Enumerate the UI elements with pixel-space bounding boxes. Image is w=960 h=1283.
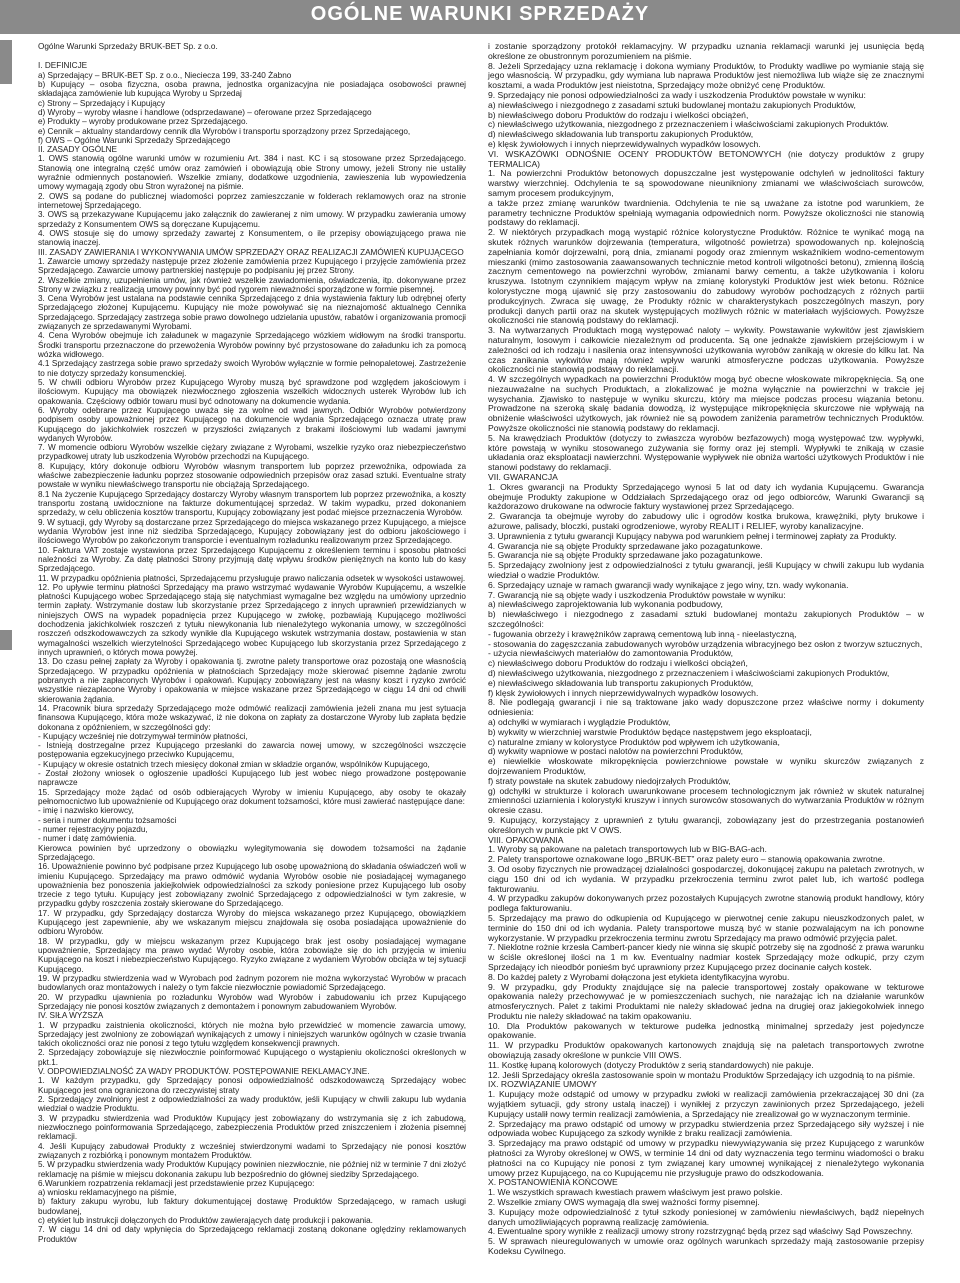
paragraph: c) etykiet lub instrukcji dołączonych do Produktów zawierających datę produkcji i pakowania. bbox=[38, 1216, 373, 1226]
paragraph: 5. W sprawach nieuregulowanych w umowie oraz ogólnych warunkach sprzedaży mają zastosowanie przepisy Kodeksu Cywilnego. bbox=[488, 1236, 924, 1257]
paragraph: 2. Wszelkie zmiany, uzupełnienia umów, jak również wszelkie zawiadomienia, oświadczenia, itp. dokonywane przez Strony w związku z realizacją umowy powinny być pod rygorem nieważności sporządzone w formie pisemnej. bbox=[38, 275, 466, 294]
paragraph: b) faktury zakupu wyrobu, lub faktury dokumentującej dostawę Produktów Sprzedającego, w ramach usługi budowlanej, bbox=[38, 1197, 466, 1216]
paragraph: g) odchyłki w strukturze i kolorach uwarunkowane procesem technologicznym jak również w skutek naturalnej zmienności uziarnienia i kolorystyki kruszyw i innych surowców stosowanych do wytwarzania Produktów w różnym okresie czasu. bbox=[488, 785, 924, 816]
paragraph: 3. W przypadku stwierdzenia wad Produktów Kupujący jest zobowiązany do wstrzymania się z ich zabudową, niezwłocznego poinformowania Sprzedającego, zabezpieczenia Produktów przed zniszczeniem i złożenia pisemnej reklamacji. bbox=[38, 1113, 466, 1142]
paragraph: 5. W chwili odbioru Wyrobów przez Kupującego Wyroby muszą być sprawdzone pod względem jakościowym i ilościowym. Kupujący ma obowiązek niezwłocznego zgłoszenia wszelkich widocznych usterek Wyrobów lub ich opakowania. Częściowy odbiór towaru musi być odnotowany na dokumencie wydania. bbox=[38, 377, 466, 406]
paragraph: 3. Cena Wyrobów jest ustalana na podstawie cennika Sprzedającego z dnia wystawienia faktury lub odrębnej oferty Sprzedającego złożonej Kupującemu. Kupujący nie może powoływać się na nieznajomość aktualnego Cennika Sprzedającego. Sprzedający zastrzega sobie prawo dowolnego udzielania upustów, rabatów i organizowania promocji związanych ze sprzedawanymi Wyrobami. bbox=[38, 294, 466, 332]
paragraph: IV. SIŁA WYŻSZA bbox=[38, 1011, 104, 1021]
paragraph: e) niewielkie włoskowate mikropęknięcia powierzchniowe powstałe w wyniku skurczów związanych z dojrzewaniem Produktów, bbox=[488, 756, 924, 776]
paragraph: 12. Jeśli Sprzedający określa zastosowanie spoin w montażu Produktów Sprzedający ich uzgodnią to na piśmie. bbox=[488, 1069, 916, 1080]
left-column bbox=[38, 42, 466, 1244]
left-paragraphs bbox=[38, 61, 466, 1244]
paragraph: VIII. OPAKOWANIA bbox=[488, 834, 564, 845]
paragraph: d) niewłaściwego użytkowania, niezgodnego z przeznaczeniem i właściwościami zakupionych Produktów, bbox=[488, 668, 890, 678]
paragraph: Kierowca powinien być uprzedzony o obowiązku wylegitymowania się dowodem tożsamości na żądanie Sprzedającego. bbox=[38, 843, 466, 862]
paragraph: e) Produkty – wyroby produkowane przez Sprzedającego. bbox=[38, 117, 248, 127]
paragraph: 6. Sprzedający uznaje w ramach gwarancji wady wynikające z jego winy, tzn. wady wykonania. bbox=[488, 579, 849, 590]
paragraph: 2. Sprzedający zwolniony jest z odpowiedzialności za wady produktów, jeśli Kupujący w chwili zakupu lub wydania wiedział o wadzie Produktu. bbox=[38, 1095, 466, 1114]
paragraph: 9. W sytuacji, gdy Wyroby są dostarczane przez Sprzedającego do miejsca wskazanego przez Kupującego, a miejsce wydania Wyrobów jest inne niż siedziba Sprzedającego, Kupujący zobowiązany jest do odbioru jakościowego i ilościowego Wyrobów po zakończonym transporcie i eventualnym rozładunku realizowanym przez Sprzedającego. bbox=[38, 517, 466, 546]
paragraph: 13. Do czasu pełnej zapłaty za Wyroby i opakowania tj. zwrotne palety transportowe oraz pozostają one własnością Sprzedającego. W przypadku opóźnienia w płatnościach Sprzedający może skierować pisemne żądanie zwrotu pobranych a nie zapłaconych Wyrobów i opakowań. Kupujący zobowiązany jest na własny koszt i ryzyko zwrócić wszystkie niezapłacone Wyroby i opakowania w miejsce wskazane przez Sprzedającego w ciągu 14 dni od chwili skierowania żądania. bbox=[38, 657, 466, 704]
paragraph: 1. Wyroby są pakowane na paletach transportowych lub w BIG-BAG-ach. bbox=[488, 844, 767, 855]
paragraph: f) OWS – Ogólne Warunki Sprzedaży Sprzedającego bbox=[38, 135, 231, 145]
paragraph: 11. W przypadku opóźnienia płatności, Sprzedającemu przysługuje prawo naliczania odsetek w wysokości ustawowej. bbox=[38, 573, 466, 583]
paragraph: 11. Kostkę łupaną kolorowych (dotyczy Produktów z serią standardowych) nie pakuje. bbox=[488, 1059, 814, 1070]
paragraph: 4. Cena Wyrobów obejmuje ich załadunek w magazynie Sprzedającego wózkiem widłowym na środki transportu. Środki transportu przeznaczone do przewożenia Wyrobów powinny być przystosowane do załadunku ich za pomocą wózka widłowego. bbox=[38, 331, 466, 359]
paragraph: c) naturalne zmiany w kolorystyce Produktów pod wpływem ich użytkowania, bbox=[488, 736, 780, 747]
paragraph: - Kupujący w okresie ostatnich trzech miesięcy dokonał zmian w składzie organów, wspólników Kupującego, bbox=[38, 759, 430, 769]
paragraph: - numer rejestracyjny pojazdu, bbox=[38, 824, 148, 834]
paragraph: 2. Palety transportowe oznakowane logo „BRUK-BET” oraz palety euro – stanowią opakowania zwrotne. bbox=[488, 854, 885, 865]
right-column bbox=[488, 42, 924, 1257]
paragraph: 11. W przypadku Produktów opakowanych kartonowych znajdują się na paletach transportowych zwrotne obowiązują zasady określone w punkcie VIII OWS. bbox=[488, 1040, 924, 1061]
paragraph: 1. We wszystkich sprawach kwestiach prawem właściwym jest prawo polskie. bbox=[488, 1187, 783, 1198]
paragraph: - numer i datę zamówienia. bbox=[38, 834, 137, 844]
paragraph: 7. W momencie odbioru Wyrobów wszelkie ciężary związane z Wyrobami, wszelkie ryzyko oraz niebezpieczeństwo przypadkowej utraty lub uszkodzenia Wyrobów przechodzi na Kupującego. bbox=[38, 443, 466, 462]
paragraph: 17. W przypadku, gdy Sprzedający dostarcza Wyroby do miejsca wskazanego przez Kupującego, obowiązkiem Kupującego jest zapewnienie, aby we wskazanym miejscu znajdowała się osoba posiadająca upoważnienie do odbioru Wyrobów. bbox=[38, 908, 466, 937]
paragraph: 1. Okres gwarancji na Produkty Sprzedającego wynosi 5 lat od daty ich wydania Kupującemu. Gwarancja obejmuje Produkty zakupione w Oddziałach Sprzedającego oraz od jego odbiorców, Warunki Gwarancji są każdorazowo drukowane na odwrocie faktury wystawionej przez Sprzedającego. bbox=[488, 481, 924, 512]
paragraph: e) niewłaściwego składowania lub transportu zakupionych Produktów, bbox=[488, 677, 754, 688]
paragraph: 10. Faktura VAT zostaje wystawiona przez Sprzedającego Kupującemu z określeniem terminu i sposobu płatności należności za Wyroby. Za datę płatności Strony przyjmują datę wpływu środków pieniężnych na konto lub do kasy Sprzedającego. bbox=[38, 545, 466, 574]
paragraph: a także przez zmianę warunków twardnienia. Odchylenia te nie są uważane za istotne pod warunkiem, że parametry techniczne Produktów spełniają wymagania odpowiednich norm. Powyższe okoliczności nie stanowią podstawy do reklamacji. bbox=[488, 197, 924, 228]
paragraph: 3. Od osoby fizycznych nie prowadzącej działalności gospodarczej, dokonującej zakupu na paletach zwrotnych, w ciągu 150 dni od ich wydania. W przypadku przekroczenia terminu zwrot palet lub, ich wartość podlega fakturowaniu. bbox=[488, 863, 924, 894]
paragraph: - imię i nazwisko kierowcy, bbox=[38, 806, 134, 816]
paragraph: - seria i numer dokumentu tożsamości bbox=[38, 815, 177, 825]
paragraph: 3. Sprzedający ma prawo odstąpić od umowy w przypadku niewywiązywania się przez Kupującego z warunków płatności za Wyroby określonej w OWS, w terminie 14 dni od daty wyznaczenia tego terminu wiadomości o braku płatności na co Kupujący nie ponosi z tym związanej kary umownej wynikającej z nienależytego wykonania umowy przez Kupującego, na co Kupującemu nie przysługuje prawo do odszkodowania. bbox=[488, 1138, 924, 1178]
paragraph: 6.Warunkiem rozpatrzenia reklamacji jest przedstawienie przez Kupującego: bbox=[38, 1178, 315, 1188]
paragraph: IX. ROZWIĄZANIE UMOWY bbox=[488, 1079, 597, 1090]
paragraph: 9. Sprzedający nie ponosi odpowiedzialności za wady i uszkodzenia Produktów powstałe w wyniku: bbox=[488, 89, 866, 100]
paragraph: f) klęsk żywiołowych i innych nieprzewidywalnych wypadków losowych. bbox=[488, 687, 759, 698]
paragraph: b) niewłaściwego doboru Produktów do rodzaju i wielkości obciążeń, bbox=[488, 109, 749, 120]
paragraph: 4.1 Sprzedający zastrzega sobie prawo sprzedaży swoich Wyrobów wyłącznie w formie pełnopaletowej. Zastrzeżenie to nie dotyczy sprzedaży konsumenckiej. bbox=[38, 359, 466, 378]
paragraph: d) niewłaściwego składowania lub transportu zakupionych Produktów, bbox=[488, 129, 754, 140]
paragraph: 1. Na powierzchni Produktów betonowych dopuszczalne jest występowanie odchyleń w jednolitości faktury warstwy wierzchniej. Odchylenia te są spowodowane nieunikniony zmianami we właściwościach surowców, samym procesem produkcyjnym, bbox=[488, 168, 924, 198]
paragraph: e) klęsk żywiołowych i innych nieprzewidywalnych wypadków losowych. bbox=[488, 138, 761, 149]
paragraph: 14. Pracownik biura sprzedaży Sprzedającego może odmówić realizacji zamówienia jeżeli znana mu jest sytuacja finansowa Kupującego, która może wskazywać, iż nie dokona on zapłaty za dostarczone Wyroby lub zapłata będzie dokonana z opóźnieniem, w szczególności gdy: bbox=[38, 703, 466, 732]
paragraph: b) niewłaściwego i niezgodnego z zasadami sztuki budowlanej montażu zakupionych Produktów – w szczególności: bbox=[488, 609, 924, 630]
paragraph: 3. OWS są przekazywane Kupującemu jako załącznik do zawieranej z nim umowy. W przypadku zawierania umowy sprzedaży z Konsumentem OWS są doręczane Kupującemu. bbox=[38, 210, 466, 229]
paragraph: VI. WSKAZÓWKI ODNOŚNIE OCENY PRODUKTÓW BETONOWYCH (nie dotyczy produktów z grupy TERMALICA) bbox=[488, 148, 924, 169]
paragraph: i zostanie sporządzony protokół reklamacyjny. W przypadku uznania reklamacji warunki jej usunięcia będą określone ze obustronnym porozumieniem na piśmie. bbox=[488, 41, 924, 61]
header-bar bbox=[0, 0, 960, 34]
paragraph: 8. Nie podlegają gwarancji i nie są traktowane jako wady dopuszczone przez właściwe normy i dokumenty odniesienia: bbox=[488, 697, 924, 718]
side-tab-marker-top bbox=[0, 40, 12, 84]
paragraph: 4. Gwarancja nie są objęte Produkty sprzedawane jako pozagatunkowe. bbox=[488, 540, 763, 551]
paragraph: - fugowania obrzeży i krawężników zaprawą cementową lub inną - nieelastyczną, bbox=[488, 628, 797, 639]
paragraph: 8.1 Na życzenie Kupującego Sprzedający dostarczy Wyroby własnym transportem lub poprzez przewoźnika, a koszty transportu zostaną uwidocznione na fakturze dokumentującej sprzedaż. W takim wypadku, przed dokonaniem sprzedaży, w celu obliczenia kosztów transportu, Kupujący zobowiązany jest podać miejsce przeznaczenia Wyrobów. bbox=[38, 489, 466, 518]
paragraph: 1. OWS stanowią ogólne warunki umów w rozumieniu Art. 384 i nast. KC i są stosowane przez Sprzedającego. Stanowią one integralną część umów oraz zamówień i obowiązują obie Strony umowy, jeżeli Strony nie ustaliły wyraźnie odmiennych postanowień. Wszelkie zmiany, dodatkowe uzgodnienia, zawieszenia lub wypowiedzenia umowy wymagają zgody obu Stron wyrażonej na piśmie. bbox=[38, 154, 466, 192]
paragraph: a) wniosku reklamacyjnego na piśmie, bbox=[38, 1188, 177, 1198]
paragraph: 18. W przypadku, gdy w miejscu wskazanym przez Kupującego brak jest osoby posiadającej wymagane upoważnienie, Sprzedający ma prawo wydać Wyroby osobie, która zobowiąże się do ich przyjęcia w imieniu Kupującego na koszt i niebezpieczeństwo Kupującego. Ryzyko związane z wydaniem Wyrobów obciąża w tej sytuacji Kupującego. bbox=[38, 936, 466, 974]
paragraph: e) Cennik – aktualny standardowy cennik dla Wyrobów i transportu sporządzony przez Sprzedającego, bbox=[38, 126, 411, 136]
paragraph: a) niewłaściwego zaprojektowania lub wykonania podbudowy, bbox=[488, 599, 723, 610]
paragraph: - Istnieją dostrzegalne przez Kupującego przesłanki do zawarcia nowej umowy, w szczególności wszczęcie postępowania egzekucyjnego przeciwko Kupującemu, bbox=[38, 741, 466, 760]
paragraph: - użycia niewłaściwych materiałów do zamontowania Produktów, bbox=[488, 648, 734, 659]
paragraph: 19. W przypadku stwierdzenia wad w Wyrobach pod żadnym pozorem nie można wykorzystać Wyrobów w pracach budowlanych oraz montażowych i należy o tym fakcie niezwłocznie powiadomić Sprzedającego. bbox=[38, 973, 466, 993]
paragraph: 5. W przypadku stwierdzenia wady Produktów Kupujący powinien niezwłocznie, nie później niż w terminie 7 dni złożyć reklamację na piśmie w miejscu dokonania zakupu lub bezpośrednio do głównej siedziby Sprzedającego. bbox=[38, 1160, 466, 1179]
paragraph: 2. W niektórych przypadkach mogą wystąpić różnice kolorystyczne Produktów. Różnice te wynikać mogą na skutek różnych warunków dojrzewania (temperatura, wilgotność powietrza) spowodowanych np. kolejnością zapełniania komór dojrzewalni, porą dnia, zmianami pogody oraz zmiennym wskaźnikiem wodno-cementowym mieszanki (mimo zastosowania zaawansowanych technicznie metod kontroli wilgotności betonu), zmienną ilością zacznym cementowego na powierzchni wyrobów, zmianami barwy cementu, a także użytkowania i koloru kruszywa. Istotnym czynnikiem mającym wpływ na zmianę kolorystyki Produktów jest wiek betonu. Różnice kolorystyczne mogą ujawnić się przy zastosowaniu do zabudowy wyrobów pochodzących z różnych partii produkcyjnych. Zwraca się uwagę, że Produkty różnic w charakterystykach poszczególnych maszyn, pory produkcji danych partii oraz na skutek występujących możliwych różnic w materiałach wyjściowych. Powyższe okoliczności nie stanowią podstawy do reklamacji. bbox=[488, 227, 924, 326]
paragraph: II. ZASADY OGÓLNE bbox=[38, 145, 118, 155]
paragraph: 4. Ewentualne spory wynikłe z realizacji umowy strony rozstrzygnąć będą przez sąd właściwy Sąd Powszechny. bbox=[488, 1226, 913, 1237]
paragraph: d) Wyroby – wyroby własne i handlowe (odsprzedawane) – oferowane przez Sprzedającego bbox=[38, 107, 372, 117]
paragraph: X. POSTANOWIENIA KOŃCOWE bbox=[488, 1177, 618, 1188]
paragraph: 7. W ciągu 14 dni od daty wpłynięcia do Sprzedającego reklamacji zostaną dokonane oględziny reklamowanych Produktów bbox=[38, 1225, 466, 1244]
paragraph: c) niewłaściwego doboru Produktów do rodzaju i wielkości obciążeń, bbox=[488, 658, 748, 669]
document-subtitle: Ogólne Warunki Sprzedaży BRUK-BET Sp. z o.o. bbox=[38, 42, 218, 51]
paragraph: b) wykwity w wierzchniej warstwie Produktów będące następstwem jego eksploatacji, bbox=[488, 726, 812, 737]
paragraph: b) Kupujący – osoba fizyczna, osoba prawna, jednostka organizacyjna nie posiadająca osobowości prawnej składająca zamówienie lub kupująca Wyroby u Sprzedaj bbox=[38, 79, 466, 99]
paragraph: 8. Do każdej palety z Wyrobami dołączona jest etykieta identyfikacyjna wyrobu. bbox=[488, 971, 790, 982]
paragraph: 15. Sprzedający może żądać od osób odbierających Wyroby w imieniu Kupującego, aby osoby te okazały pełnomocnictwo lub upoważnienie od Kupującego oraz dokument tożsamości, które musi zawierać następujące dane: bbox=[38, 787, 466, 806]
paragraph: a) odchyłki w wymiarach i wyglądzie Produktów, bbox=[488, 716, 671, 727]
paragraph: 2. Gwarancja ta obejmuje wyroby do zabudowy ulic i ogrodów kostka brukowa, krawężniki, płyty brukowe i ażurowe, palisady, bloczki, pustaki ogrodzeniowe, wyroby REALIT i RELIEF, wyroby kanalizacyjne. bbox=[488, 511, 924, 532]
paragraph: 3. Na wytwarzanych Produktach mogą występować naloty – wykwity. Powstawanie wykwitów jest zjawiskiem naturalnym, losowym i całkowicie niezależnym od producenta. Są one jednakże zjawiskiem przejściowym i w zależności od ich rodzaju i nasilenia oraz intensywności użytkowania wyrobów zanikają w okresie do kilku lat. Na czas zanikania wykwitów mają również wpływ warunki atmosferyczne podczas użytkowania. Powyższe okoliczności nie stanowią podstawy do reklamacji. bbox=[488, 325, 924, 375]
paragraph: 9. W przypadku, gdy Produkty znajdujące się na palecie transportowej zostały opakowane w tekturowe opakowania należy przechowywać je w pomieszczeniach suchych, nie narażając ich na działanie warunków atmosferycznych. Palet z takimi Produktami nie należy składować jedna na drugiej oraz jakiegokolwiek innego Produktu nie należy składować na takim opakowaniu. bbox=[488, 981, 924, 1021]
paragraph: 4. Jeśli Kupujący zabudował Produkty z wcześniej stwierdzonymi wadami to Sprzedający nie ponosi kosztów związanych z rozbiórką i ponownym montażem Produktów. bbox=[38, 1141, 466, 1160]
paragraph: c) Strony – Sprzedający i Kupujący bbox=[38, 98, 165, 108]
paragraph: f) straty powstałe na skutek zabudowy niedojrzałych Produktów, bbox=[488, 775, 731, 786]
right-paragraphs bbox=[488, 42, 924, 1257]
paragraph: 7. Gwarancją nie są objęte wady i uszkodzenia Produktów powstałe w wyniku: bbox=[488, 589, 786, 600]
paragraph: 2. OWS są podane do publicznej wiadomości poprzez zamieszczanie w folderach reklamowych oraz na stronie internetowej Sprzedającego. bbox=[38, 191, 466, 210]
paragraph: 1. W każdym przypadku, gdy Sprzedający ponosi odpowiedzialność odszkodowawczą Sprzedający wobec Kupującego jest ona ograniczona do rzeczywistej straty bbox=[38, 1076, 466, 1095]
paragraph: 7. Nieklotne rożnie krzesła Cambert-pancer kiedy nie winna się skupić potrzeby się na zgodność z prawa warunku w ściśle określonej ilości na 1 m kw. Eventualny nadmiar kostek Sprzedający może odkupić, przy czym Sprzedający ich nieodbór ponieśm być uprawniony przez Kupującego przez docinanie całych kostek. bbox=[488, 942, 924, 972]
paragraph: 4. OWS stosuje się do umowy sprzedaży zawartej z Konsumentem, o ile przepisy obowiązującego prawa nie stanowią inaczej. bbox=[38, 228, 466, 248]
paragraph: 2. Sprzedający ma prawo odstąpić od umowy w przypadku stwierdzenia przez Sprzedającego siły wyższej i nie odpowiada wobec Kupującego za szkody wynikłe z braku realizacji zamówienia. bbox=[488, 1118, 924, 1139]
paragraph: c) niewłaściwego użytkowania, niezgodnego z przeznaczeniem i właściwościami zakupionych Produktów. bbox=[488, 119, 889, 130]
paragraph: V. ODPOWIEDZIALNOŚĆ ZA WADY PRODUKTÓW. POSTĘPOWANIE REKLAMACYJNE. bbox=[38, 1067, 370, 1077]
paragraph: 1. W przypadku zaistnienia okoliczności, których nie można było przewidzieć w momencie zawarcia umowy, Sprzedający jest zwolniony ze zobowiązań wynikających z umowy i niniejszych warunków ogólnych w czasie trwania takich okoliczności oraz nie ponosi z tego tytułu względem konsekwencji prawnych. bbox=[38, 1020, 466, 1049]
paragraph: 2. Sprzedający zobowiązuje się niezwłocznie poinformować Kupującego o wystąpieniu okoliczności określonych w pkt.1. bbox=[38, 1048, 466, 1067]
paragraph: 5. Sprzedający ma prawo do odkupienia od Kupującego w pierwotnej cenie zakupu nieuszkodzonych palet, w terminie do 150 dni od ich wydania. Palety transportowe muszą być w stanie pozwalającym na ich ponowne wykorzystanie. W przypadku przekroczenia terminu zwrotu Sprzedający ma prawo odmówić przyjęcia palet. bbox=[488, 912, 924, 943]
paragraph: III. ZASADY ZAWIERANIA I WYKONYWANIA UMÓW SPRZEDAŻY ORAZ REALIZACJI ZAMÓWIEŃ KUPUJĄCEGO bbox=[38, 247, 464, 257]
paragraph: 1. Kupujący może odstąpić od umowy w przypadku zwłoki w realizacji zamówienia przekraczającej 30 dni (za wyjątkiem sytuacji, gdy strony ustalą inaczej) i wynikłej z przyczyn zawinionych przez Sprzedającego, jeżeli Kupujący ustalił nowy termin realizacji zamówienia, a Sprzedający nie zrealizował go w wyznaczonym terminie. bbox=[488, 1089, 924, 1119]
paragraph: 6. Wyroby odebrane przez Kupującego uważa się za wolne od wad jawnych. Odbiór Wyrobów potwierdzony podpisem osoby upoważnionej przez Kupującego na dokumencie wydania Sprzedającego oznacza utratę praw Kupującego do jakichkolwiek roszczeń w przyszłości związanych z brakami ilościowymi lub wadami jawnymi wydanych Wyrobów. bbox=[38, 405, 466, 443]
paragraph: 3. Uprawnienia z tytułu gwarancji Kupujący nabywa pod warunkiem pełnej i terminowej zapłaty za Produkty. bbox=[488, 530, 897, 541]
paragraph: 12. Po upływie terminu płatności Sprzedający ma prawo wstrzymać wydawanie Wyrobów Kupującemu, a wszelkie płatności Kupującego wobec Sprzedającego stają się natychmiast wymagalne bez względu na umówiony uprzednio termin zapłaty. Wstrzymanie dostaw lub skorzystanie przez Sprzedającego z innych uprawnień przewidzianych w niniejszych OWS na wypadek popadnięcia przez Kupującego w zwłokę, pozbawiają Kupującego możliwości dochodzenia jakichkolwiek roszczeń z tytułu niewykonania lub nienależytego wykonania umowy, w szczególności roszczeń odszkodowawczych za szkody wynikłe dla Kupującego wskutek wstrzymania dostaw, postawienia w stan wymagalności wszelkich wierzytelności Sprzedającego wobec Kupującego lub skorzystania przez Sprzedającego z innych uprawnień, o których mowa powyżej. bbox=[38, 582, 466, 657]
spacer bbox=[38, 51, 466, 61]
page-title: OGÓLNE WARUNKI SPRZEDAŻY bbox=[310, 3, 650, 25]
paragraph: 5. Sprzedający zwolniony jest z odpowiedzialności z tytułu gwarancji, jeśli Kupujący w chwili zakupu lub wydania wiedział o wadzie Produktów. bbox=[488, 560, 924, 581]
paragraph: a) Sprzedający – BRUK-BET Sp. z o.o., Nieciecza 199, 33-240 Żabno bbox=[38, 70, 292, 80]
paragraph: - stosowania do zagęszczania zabudowanych wyrobów urządzenia wibracyjnego bez osłon z tworzyw sztucznych, bbox=[488, 638, 923, 649]
paragraph: I. DEFINICJE bbox=[38, 61, 88, 71]
paragraph: 4. W szczególnych wypadkach na powierzchni Produktów mogą być obecne włoskowate mikropęknięcia. Są one niezauważalne na suchych Produktach, a zlokalizować je można wyłącznie na powierzchni w trakcie jej wysychania. Zjawisko to następuje w wyniku skurczu, który ma miejsce podczas procesu wiązania betonu. Prowadzone na szeroką skalę badania dowodzą, iż występujące mikropęknięcia skurczowe nie wpływają na obniżenie właściwości użytkowych, jak również nie są powodem zaniżenia parametrów technicznych Produktów. Powyższe okoliczności nie stanowią podstawy do reklamacji. bbox=[488, 374, 924, 434]
paragraph: - Kupujący wcześniej nie dotrzymywał terminów płatności, bbox=[38, 731, 248, 741]
paragraph: 9. Kupujący, korzystający z uprawnień z tytułu gwarancji, zobowiązany jest do przestrzegania postanowień określonych w punkcie pkt V OWS. bbox=[488, 814, 924, 835]
paragraph: VII. GWARANCJA bbox=[488, 472, 558, 483]
paragraph: 10. Dla Produktów pakowanych w tekturowe pudełka jednostką minimalnej sprzedaży jest pojedyncze opakowanie. bbox=[488, 1020, 924, 1041]
paragraph: 1. Zawarcie umowy sprzedaży następuje przez złożenie zamówienia przez Kupującego i przyjęcie zamówienia przez Sprzedającego. Zawarcie umowy partnerskiej następuje po podpisaniu jej przez Strony. bbox=[38, 256, 466, 276]
paragraph: 8. Jeżeli Sprzedający uzna reklamację i dokona wymiany Produktów, to Produkty wadliwe po wymianie stają się jego własnością. W przypadku, gdy wymiana lub naprawa Produktów jest niemożliwa lub wiąże się ze znacznymi kosztami, a wada Produktów jest nieistotna, Sprzedający może obniżyć cenę Produktów. bbox=[488, 60, 924, 91]
paragraph: d) wykwity wapniowe w postaci nalotów na powierzchni Produktów, bbox=[488, 746, 744, 757]
paragraph: a) niewłaściwego i niezgodnego z zasadami sztuki budowlanej montażu zakupionych Produktów, bbox=[488, 99, 856, 110]
paragraph: 2. Wszelkie zmiany OWS wymagają dla swej ważności formy pisemnej. bbox=[488, 1197, 760, 1208]
paragraph: 4. W przypadku zakupów dokonywanych przez pozostałych Kupujących zwrotne stanowią produkt handlowy, który podlega fakturowaniu. bbox=[488, 893, 924, 914]
paragraph: 5. Na krawędziach Produktów (dotyczy to zwłaszcza wyrobów bezfazowych) mogą występować tzw. wypływki, które powstają w wyniku stosowanego zużywania się formy oraz jej stempli. Wypływki te znikają w czasie układania oraz eksploatacji nawierzchni. Występowanie wypływek nie obniża wartości użytkowych Produktów i nie stanowi podstawy do reklamacji. bbox=[488, 432, 924, 473]
paragraph: 16. Upoważnienie powinno być podpisane przez Kupującego lub osobę upoważnioną do składania oświadczeń woli w imieniu Kupującego. Sprzedający ma prawo odmówić wydania Wyrobów osobie nie posiadającej wymaganego upoważnienia bez ponoszenia jakiejkolwiek odpowiedzialności za szkody poniesione przez Kupującego lub osoby trzecie z tego tytułu. Kupujący jest zobowiązany zwolnić Sprzedającego z odpowiedzialności w tym zakresie, w przypadku gdyby roszczenia zostały skierowane do Sprzedającego. bbox=[38, 862, 466, 909]
side-tab-marker-bottom bbox=[0, 630, 12, 650]
paragraph: - Został złożony wniosek o ogłoszenie upadłości Kupującego lub jest wobec niego prowadzone postępowanie naprawcze bbox=[38, 769, 466, 788]
paragraph: 8. Kupujący, który dokonuje odbioru Wyrobów własnym transportem lub poprzez przewoźnika, odpowiada za właściwe zabezpieczenie ładunku poprzez stosowanie odpowiednich przepisów oraz zasad sztuki. Eventualne straty powstałe w wyniku niewłaściwego transportu nie obciążają Sprzedającego. bbox=[38, 461, 466, 490]
paragraph: 3. Kupujący może odpowiedzialność z tytuł szkody poniesionej w zamówieniu niewłaściwych, bądź niepełnych danych umożliwiających poprawną realizację zamówienia. bbox=[488, 1206, 924, 1227]
paragraph: 5. Gwarancja nie są objęte Produkty sprzedawane jako pozagatunkowe. bbox=[488, 550, 763, 561]
paragraph: 20. W przypadku ujawnienia po rozładunku Wyrobów wad Wyrobów i zabudowaniu ich przez Kupującego Sprzedający nie ponosi kosztów związanych z demontażem i ponownym zabudowaniem Wyrobów. bbox=[38, 992, 466, 1011]
